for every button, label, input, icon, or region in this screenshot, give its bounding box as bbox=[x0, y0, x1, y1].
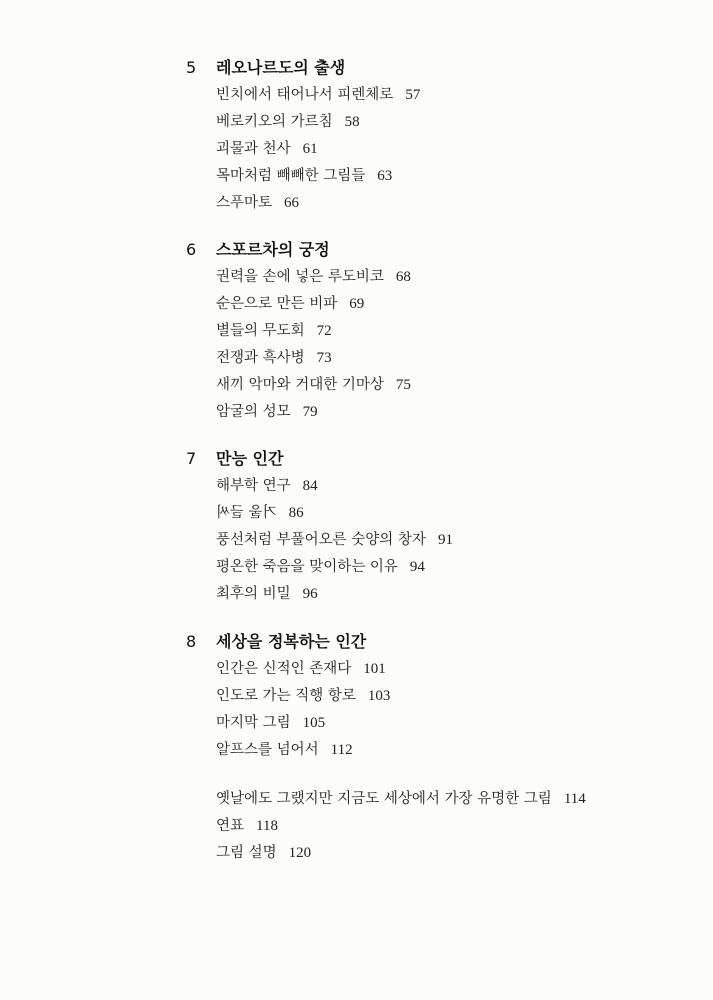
entry-page: 86 bbox=[288, 505, 304, 521]
entry-page: 66 bbox=[284, 195, 300, 211]
chapter-title: 세상을 정복하는 인간 bbox=[216, 632, 367, 651]
entry-title: 괴물과 천사 bbox=[216, 141, 291, 157]
entry-title: 전쟁과 흑사병 bbox=[216, 350, 305, 366]
chapter-title: 레오나르도의 출생 bbox=[216, 58, 346, 77]
chapter-title: 스포르차의 궁정 bbox=[216, 240, 330, 259]
entry-title: 새끼 악마와 거대한 기마상 bbox=[216, 377, 384, 393]
entry-page: 69 bbox=[349, 296, 365, 312]
chapter-number: 8 bbox=[186, 632, 197, 651]
entry-page: 112 bbox=[330, 742, 353, 758]
toc-entry bbox=[216, 399, 318, 426]
chapter-number: 5 bbox=[186, 58, 197, 77]
entry-page: 105 bbox=[302, 715, 326, 731]
toc-entry bbox=[216, 581, 318, 608]
entry-title: 빈치에서 태어나서 피렌체로 bbox=[216, 87, 394, 103]
toc-entry bbox=[216, 190, 299, 217]
toc-entry bbox=[216, 372, 411, 399]
entry-title: 풍선처럼 부풀어오른 숫양의 창자 bbox=[216, 532, 426, 548]
toc-entry bbox=[216, 683, 390, 710]
entry-title: 최후의 비밀 bbox=[216, 586, 291, 602]
entry-page: 61 bbox=[302, 141, 318, 157]
toc-entry bbox=[216, 500, 304, 527]
entry-title: 권력을 손에 넣은 루도비코 bbox=[216, 269, 384, 285]
chapter-number: 6 bbox=[186, 240, 197, 259]
entry-title: 목마처럼 빼빼한 그림들 bbox=[216, 168, 366, 184]
toc-entry bbox=[216, 264, 411, 291]
toc-entry bbox=[216, 136, 318, 163]
entry-title: 해부학 연구 bbox=[216, 478, 291, 494]
toc-entry bbox=[216, 345, 332, 372]
entry-page: 72 bbox=[316, 323, 332, 339]
entry-page: 58 bbox=[344, 114, 360, 130]
chapter-number: 7 bbox=[186, 449, 197, 468]
toc-entry bbox=[216, 786, 586, 813]
entry-title: 거울 글씨 bbox=[216, 505, 277, 521]
entry-page: 103 bbox=[367, 688, 391, 704]
chapter-heading bbox=[0, 628, 713, 656]
entry-page: 101 bbox=[363, 661, 386, 677]
entry-title: 별들의 무도회 bbox=[216, 323, 305, 339]
entry-title: 마지막 그림 bbox=[216, 715, 291, 731]
toc-entry bbox=[216, 473, 318, 500]
entry-title: 인간은 신적인 존재다 bbox=[216, 661, 352, 677]
entry-page: 91 bbox=[437, 532, 453, 548]
entry-title: 연표 bbox=[216, 818, 245, 834]
entry-page: 79 bbox=[302, 404, 318, 420]
toc-entry bbox=[216, 656, 386, 683]
entry-title: 스푸마토 bbox=[216, 195, 273, 211]
entry-page: 114 bbox=[563, 791, 586, 807]
entry-title: 그림 설명 bbox=[216, 845, 277, 861]
chapter-heading bbox=[0, 445, 713, 473]
toc-entry bbox=[216, 82, 420, 109]
entry-page: 63 bbox=[377, 168, 393, 184]
toc-entry bbox=[216, 840, 311, 867]
toc-entry bbox=[216, 291, 364, 318]
chapter-heading bbox=[0, 54, 713, 82]
toc-entry bbox=[216, 527, 453, 554]
entry-page: 94 bbox=[409, 559, 425, 575]
toc-entry bbox=[216, 710, 325, 737]
entry-page: 118 bbox=[256, 818, 278, 834]
entry-title: 암굴의 성모 bbox=[216, 404, 291, 420]
toc-entry bbox=[216, 554, 425, 581]
toc-entry bbox=[216, 318, 332, 345]
toc-entry bbox=[216, 737, 353, 764]
entry-page: 57 bbox=[405, 87, 421, 103]
toc-entry bbox=[216, 813, 278, 840]
chapter-title: 만능 인간 bbox=[216, 449, 284, 468]
toc-entry bbox=[216, 163, 392, 190]
entry-title: 베로키오의 가르침 bbox=[216, 114, 333, 130]
entry-title: 옛날에도 그랬지만 지금도 세상에서 가장 유명한 그림 bbox=[216, 791, 552, 807]
toc-entry bbox=[216, 109, 360, 136]
entry-page: 84 bbox=[302, 478, 318, 494]
entry-page: 120 bbox=[288, 845, 312, 861]
entry-title: 알프스를 넘어서 bbox=[216, 742, 319, 758]
entry-title: 순은으로 만든 비파 bbox=[216, 296, 338, 312]
entry-title: 인도로 가는 직행 항로 bbox=[216, 688, 356, 704]
entry-page: 68 bbox=[395, 269, 411, 285]
entry-title: 평온한 죽음을 맞이하는 이유 bbox=[216, 559, 398, 575]
entry-page: 75 bbox=[395, 377, 411, 393]
chapter-heading bbox=[0, 236, 713, 264]
entry-page: 96 bbox=[302, 586, 318, 602]
entry-page: 73 bbox=[316, 350, 332, 366]
